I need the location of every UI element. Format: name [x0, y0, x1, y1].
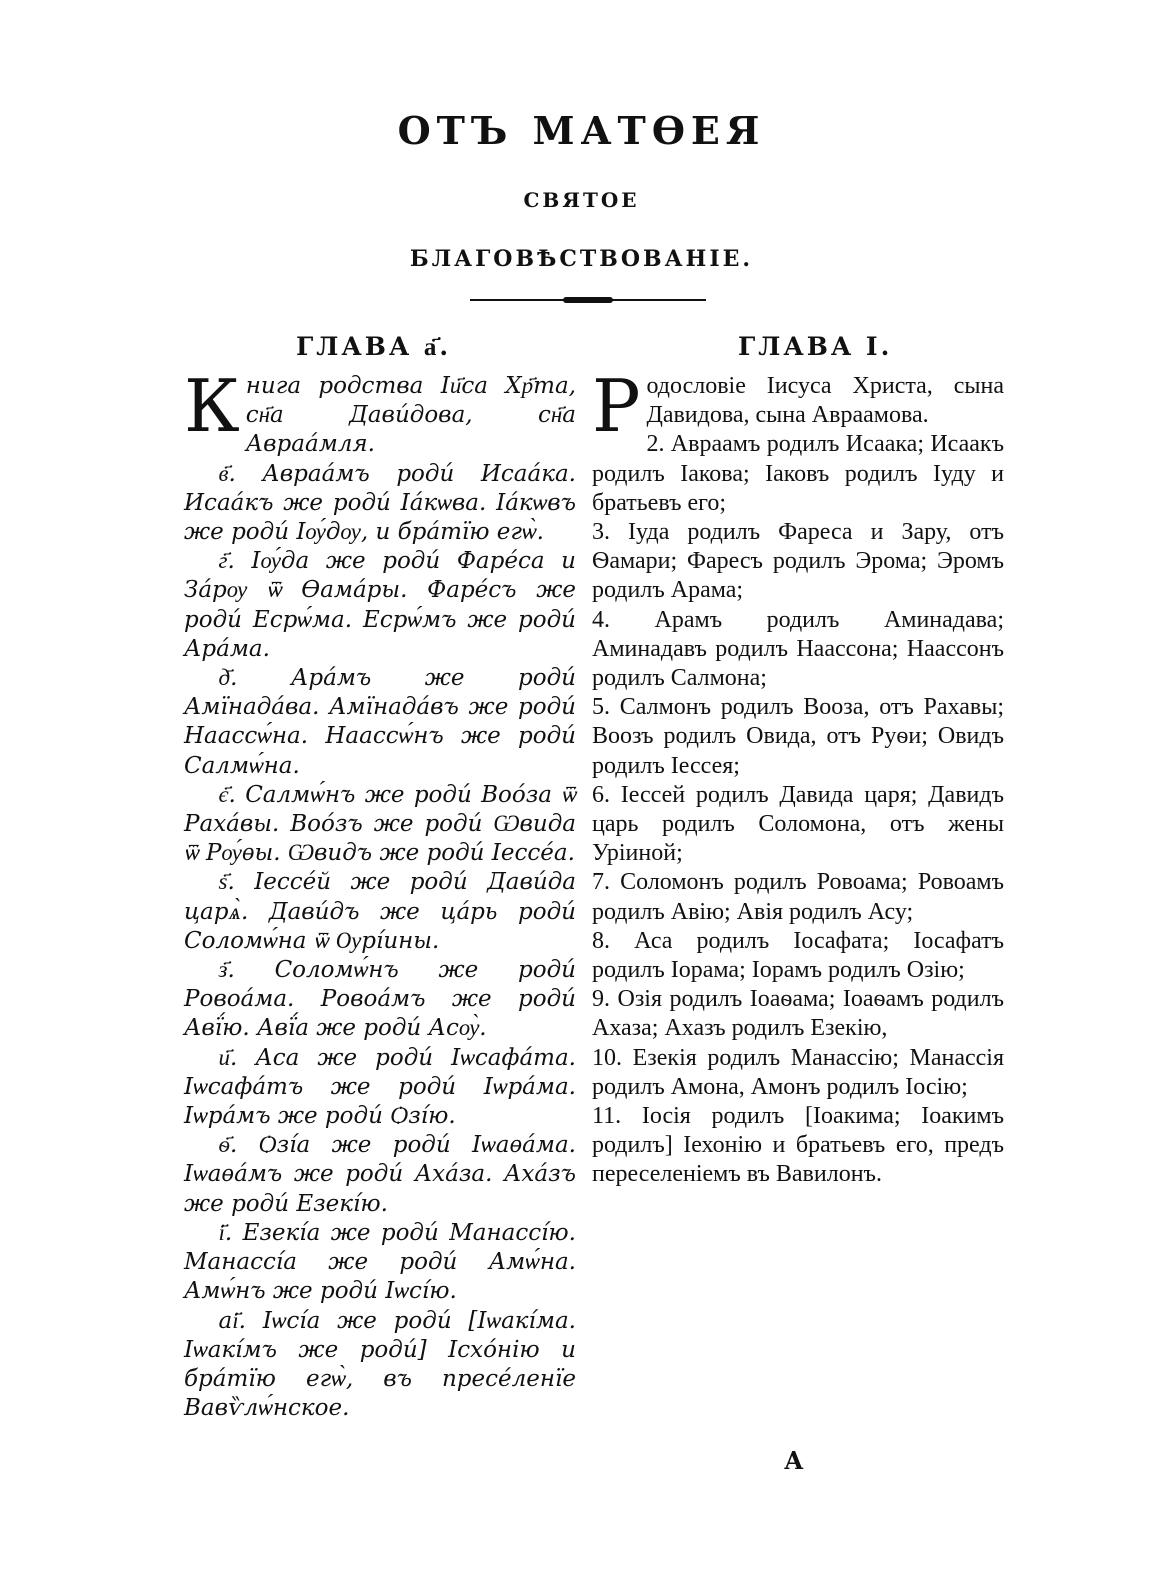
verse-2: в҃. Авраа́мъ роди́ Исаа́ка. Исаа́къ же роди́ Іа́кѡва. Іа́кѡвъ же роди́ Іѹ́дѹ, и бра́тїю егѡ̀.	[184, 460, 576, 546]
verse-9: 9. Озія родилъ Іоаѳама; Іоаѳамъ родилъ Ахаза; Ахазъ родилъ Езекію,	[592, 986, 1004, 1042]
verse-10: і҃. Езекі́а же роди́ Манассі́ю. Манассі́а же роди́ Амѡ́на. Амѡ́нъ же роди́ Іѡсі́ю.	[184, 1219, 576, 1305]
verse-6: 6. Іессей родилъ Давида царя; Давидъ царь родилъ Соломона, отъ жены Уріиной;	[592, 781, 1004, 867]
signature-mark: А	[784, 1446, 804, 1475]
verse-9: ѳ҃. Ѻзі́а же роди́ Іѡаѳа́ма. Іѡаѳа́мъ же роди́ Аха́за. Аха́зъ же роди́ Езекі́ю.	[184, 1132, 576, 1217]
book-subtitle-2: БЛАГОВѢСТВОВАНІЕ.	[409, 246, 754, 272]
right-chapter-heading: ГЛАВА I.	[738, 332, 893, 361]
book-subtitle: СВЯТОЕ	[523, 188, 640, 212]
verse-11: аі҃. Іѡсі́а же роди́ [Іѡакі́ма. Іѡакі́мъ же роди́] Ісхо́нію и бра́тїю егѡ̀, въ пресе́ленїе Вавѷлѡ́нское.	[184, 1307, 576, 1422]
verse-2: 2. Авраамъ родилъ Исаака; Исаакъ родилъ Іакова; Іаковъ родилъ Іуду и братьевъ его;	[592, 431, 1004, 516]
verse-8: и҃. Аса же роди́ Іѡсафа́та. Іѡсафа́тъ же роди́ Іѡра́ма. Іѡра́мъ же роди́ Ѻзі́ю.	[184, 1044, 576, 1130]
verse-6: ѕ҃. Іессе́й же роди́ Дави́да царѧ̀. Дави́дъ же ца́рь роди́ Соломѡ́на ѿ Ѹрі́ины.	[184, 869, 576, 954]
left-chapter-heading: ГЛАВА а҃.	[296, 332, 452, 361]
book-title: ОТЪ МАТѲЕЯ	[397, 108, 766, 153]
verse-4: 4. Арамъ родилъ Аминадава; Аминадавъ родилъ Наассона; Наассонъ родилъ Салмона;	[592, 606, 1004, 692]
verse-3: г҃. Іѹ́да же роди́ Фаре́са и За́рѹ ѿ Ѳама́ры. Фаре́съ же роди́ Есрѡ́ма. Есрѡ́мъ же роди́ Ара́ма.	[184, 548, 576, 662]
verse-text: одословіе Іисуса Христа, сына Давидова, сына Авраамова.	[646, 373, 1004, 429]
verse-3: 3. Іуда родилъ Фареса и Зару, отъ Ѳамари; Фаресъ родилъ Эрома; Эромъ родилъ Арама;	[592, 519, 1004, 604]
verse-7: 7. Соломонъ родилъ Ровоама; Ровоамъ родилъ Авію; Авія родилъ Асу;	[592, 869, 1004, 925]
drop-cap-letter: К	[184, 364, 240, 448]
verse-10: 10. Езекія родилъ Манассію; Манассія родилъ Амона, Амонъ родилъ Іосію;	[592, 1044, 1004, 1100]
right-column-russian	[592, 364, 1004, 1190]
verse-8: 8. Аса родилъ Іосафата; Іосафатъ родилъ Іорама; Іорамъ родилъ Озію;	[592, 927, 1004, 984]
verse-1	[592, 364, 1004, 448]
drop-cap-letter: Р	[592, 364, 641, 448]
verse-5: є҃. Салмѡ́нъ же роди́ Воо́за ѿ Раха́вы. Воо́зъ же роди́ Ѡвида ѿ Рѹ́ѳы. Ѡвидъ же роди́ Іессе́а.	[184, 781, 576, 867]
verse-4: д҃. Ара́мъ же роди́ Амїнада́ва. Амїнада́въ же роди́ Наассѡ́на. Наассѡ́нъ же роди́ Салмѡ́на.	[184, 665, 576, 779]
verse-7: з҃. Соломѡ́нъ же роди́ Ровоа́ма. Ровоа́мъ же роди́ Авї́ю. Авї́а же роди́ Асѹ̀.	[184, 957, 576, 1042]
verse-text: нига родства Іи҃са Хр҃тa, сн҃а Дави́дова, сн҃а Авраа́мля.	[245, 373, 576, 458]
verse-1	[184, 364, 576, 460]
verse-5: 5. Салмонъ родилъ Вооза, отъ Рахавы; Воозъ родилъ Овида, отъ Руѳи; Овидъ родилъ Іессея;	[592, 694, 1004, 779]
title-divider-ornament	[563, 297, 613, 303]
left-column-church-slavonic	[184, 364, 576, 1423]
verse-11: 11. Іосія родилъ [Іоакима; Іоакимъ родилъ] Іехонію и братьевъ его, предъ переселеніемъ въ Вавилонъ.	[592, 1103, 1004, 1188]
